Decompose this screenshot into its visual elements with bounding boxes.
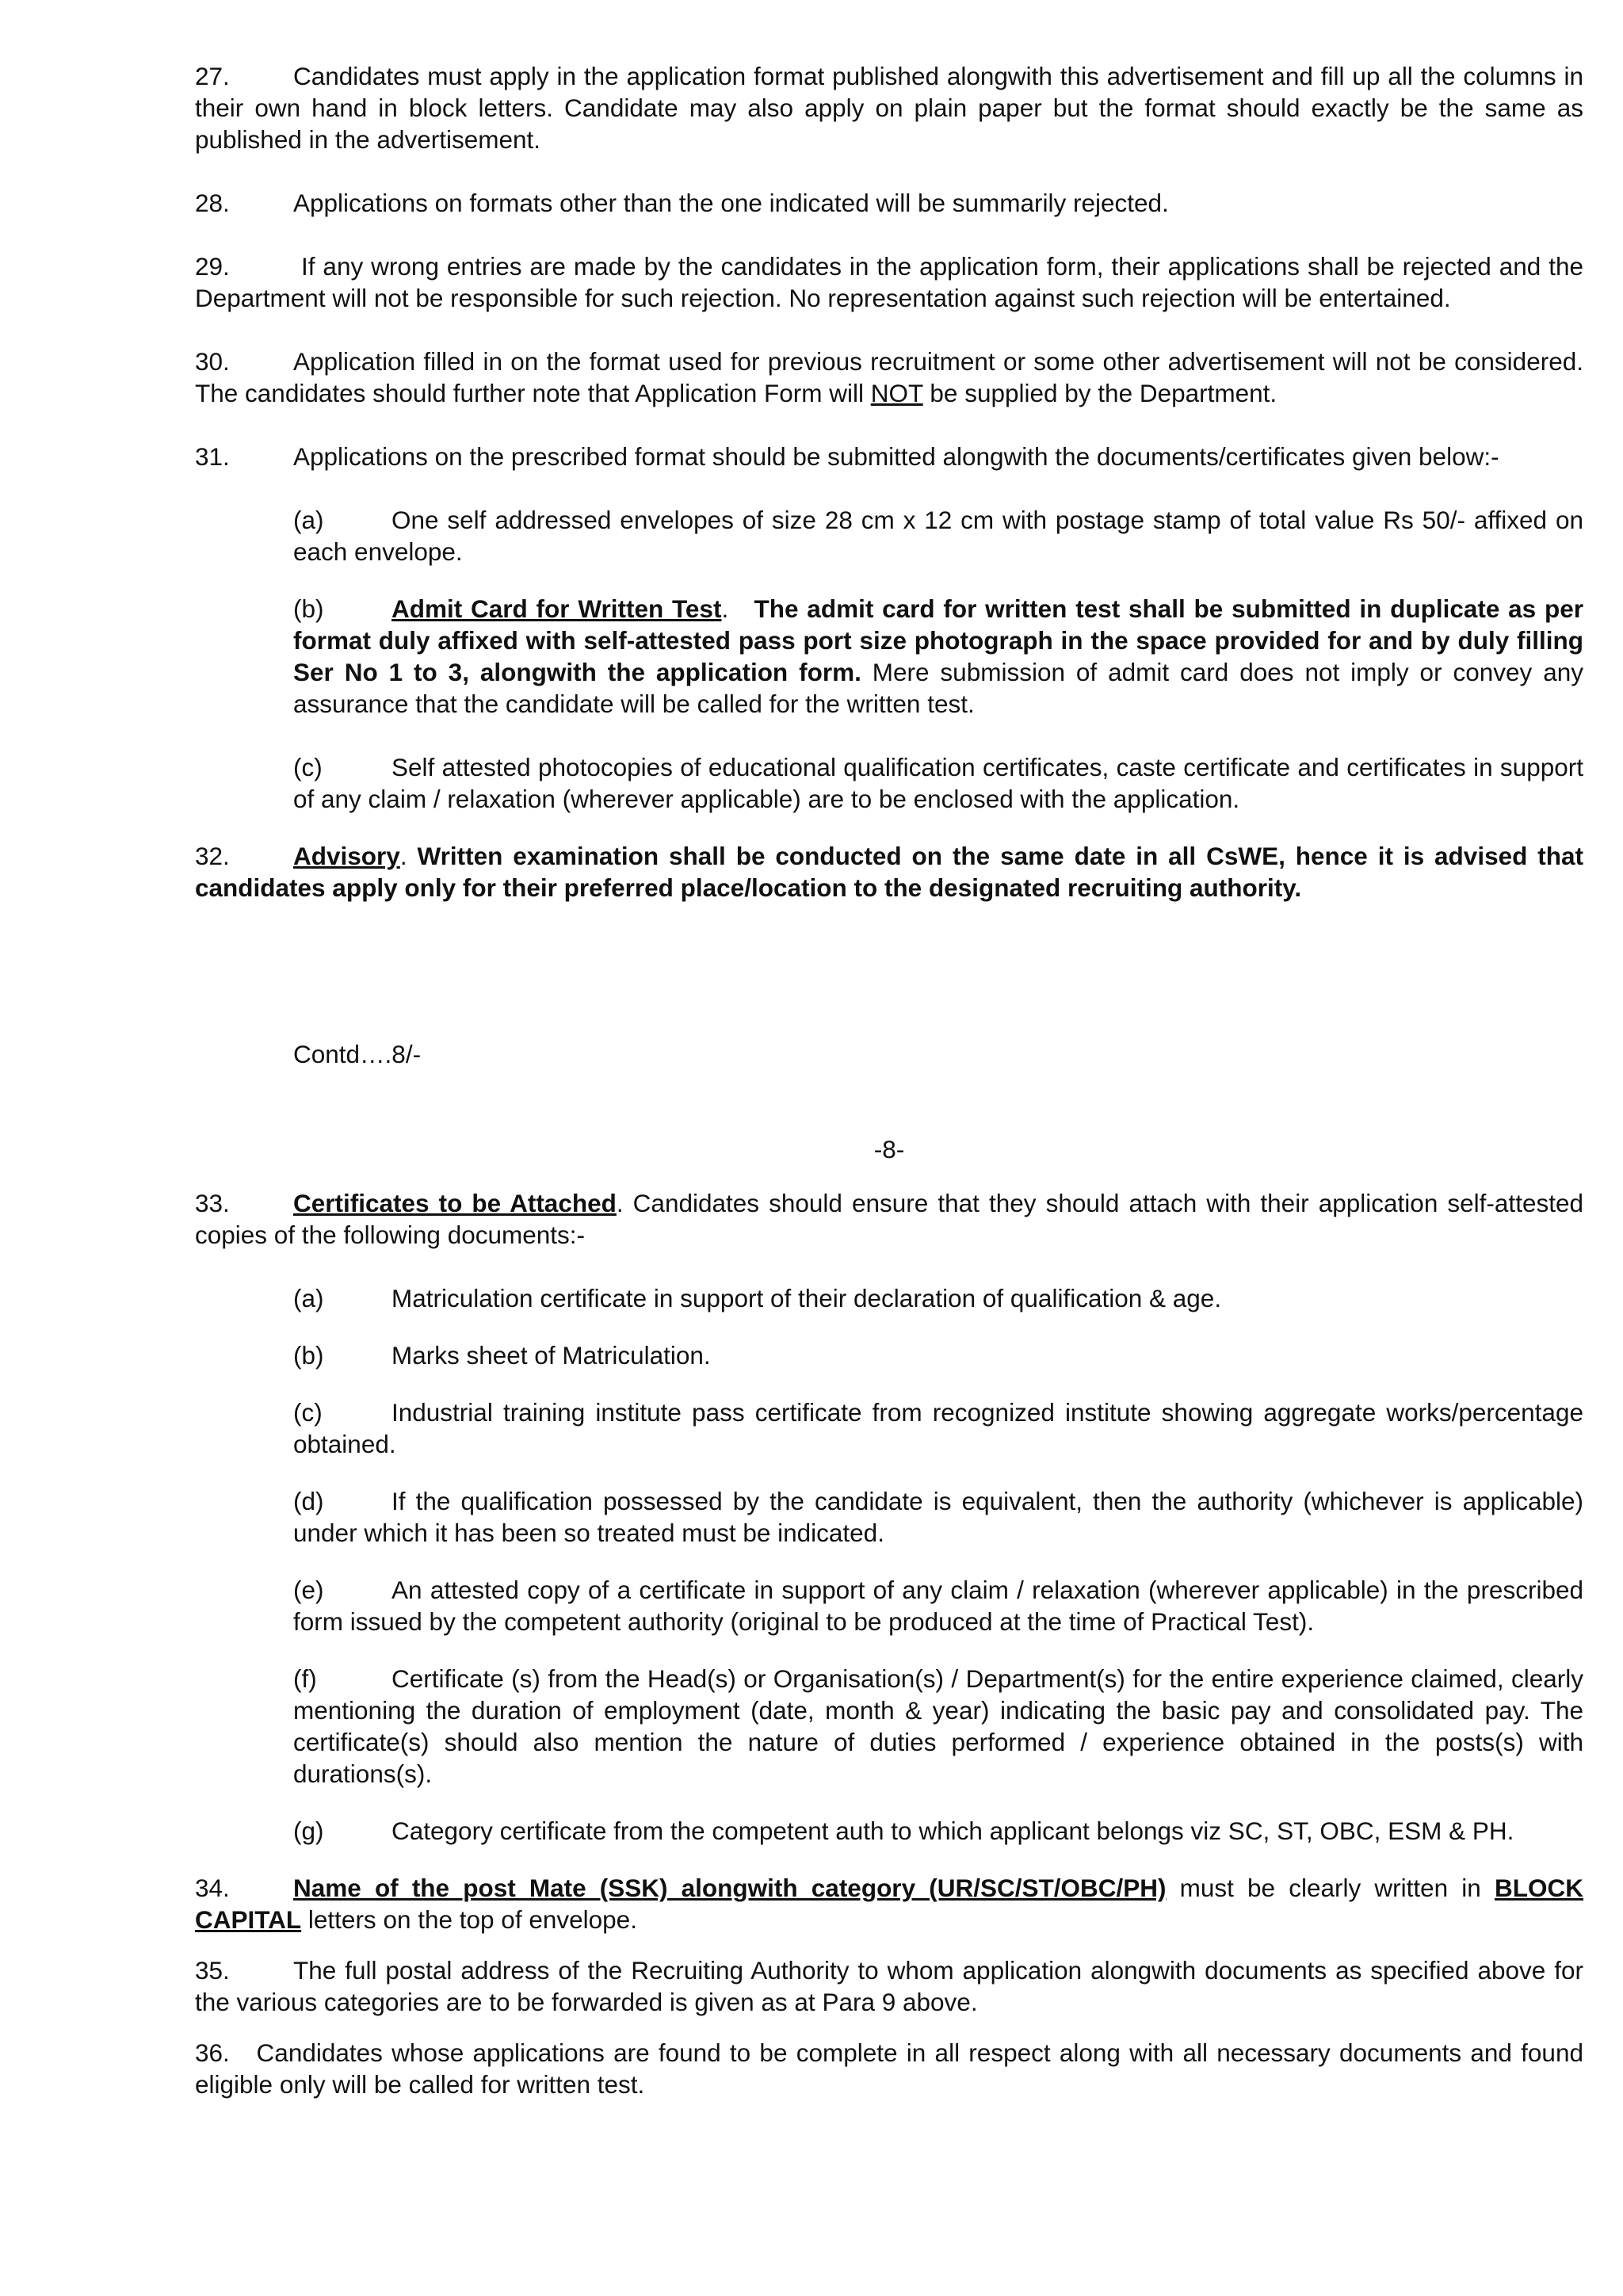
- item-text: Category certificate from the competent auth to which applicant belongs viz SC, ST, OBC, ESM & PH.: [391, 1817, 1514, 1845]
- paragraph-number: 34.: [195, 1874, 230, 1902]
- item-33f: [293, 1663, 1583, 1790]
- paragraph-36: [195, 2037, 1583, 2100]
- paragraph-number: 30.: [195, 347, 230, 376]
- emphasis-not: NOT: [870, 379, 923, 407]
- paragraph-34: [195, 1872, 1583, 1935]
- paragraph-text: Application filled in on the format used for previous recruitment or some other advertisement will not be considered. The candidates should further note that Application Form will: [195, 347, 1583, 407]
- continued-note: Contd….8/-: [293, 1040, 422, 1068]
- paragraph-text: . Candidates should ensure that they should attach with their application self-attested copies of the following documents:-: [195, 1189, 1583, 1249]
- item-text: One self addressed envelopes of size 28 cm x 12 cm with postage stamp of total value Rs 50/- affixed on each envelope.: [293, 506, 1583, 566]
- item-text: Matriculation certificate in support of their declaration of qualification & age.: [391, 1284, 1222, 1312]
- paragraph-number: 36.: [195, 2038, 230, 2067]
- item-title-dot: .: [721, 594, 729, 623]
- item-text: Industrial training institute pass certificate from recognized institute showing aggregate works/percentage obtained.: [293, 1398, 1583, 1458]
- paragraph-title-dot: .: [399, 842, 407, 870]
- item-label: (c): [293, 1398, 323, 1427]
- item-33c: [293, 1396, 1583, 1460]
- paragraph-29: [195, 250, 1583, 314]
- paragraph-title: Certificates to be Attached: [293, 1189, 617, 1217]
- paragraph-text: Applications on the prescribed format should be submitted alongwith the documents/certificates given below:-: [293, 442, 1499, 471]
- paragraph-text: must be clearly written in: [1166, 1874, 1495, 1902]
- item-label: (b): [293, 1341, 324, 1370]
- item-33b: [293, 1339, 1583, 1371]
- item-33e: [293, 1574, 1583, 1637]
- item-text: Certificate (s) from the Head(s) or Organisation(s) / Department(s) for the entire experience claimed, clearly mentioning the duration of employment (date, month & year) indicating the basic pay and consolidated pay. The certificate(s) should also mention the nature of duties performed / experience obtained in the posts(s) with durations(s).: [293, 1664, 1583, 1788]
- paragraph-number: 33.: [195, 1189, 230, 1217]
- item-label: (a): [293, 1284, 324, 1312]
- item-31b: [293, 593, 1583, 720]
- paragraph-text: Candidates whose applications are found to be complete in all respect along with all necessary documents and found eligible only will be called for written test.: [195, 2038, 1583, 2099]
- item-text: Self attested photocopies of educational qualification certificates, caste certificate and certificates in support of any claim / relaxation (wherever applicable) are to be enclosed with the application.: [293, 753, 1583, 813]
- item-text: An attested copy of a certificate in support of any claim / relaxation (wherever applicable) in the prescribed form issued by the competent authority (original to be produced at the time of Practical Test).: [293, 1576, 1583, 1636]
- item-31c: [293, 751, 1583, 815]
- item-label: (g): [293, 1817, 324, 1845]
- item-label: (e): [293, 1576, 324, 1604]
- item-bold-text: The admit card for written test shall be submitted in duplicate as per format duly affixed with self-attested pass port size photograph in the space provided for and by duly filling Ser No 1 to 3, alongwith the application form.: [293, 594, 1583, 686]
- paragraph-number: 28.: [195, 189, 230, 217]
- item-label: (a): [293, 506, 324, 534]
- paragraph-title: Name of the post Mate (SSK) alongwith category (UR/SC/ST/OBC/PH): [293, 1874, 1167, 1902]
- paragraph-35: [195, 1954, 1583, 2018]
- paragraph-33: [195, 1187, 1583, 1251]
- item-label: (b): [293, 594, 324, 623]
- paragraph-text: The full postal address of the Recruiting Authority to whom application alongwith documents as specified above for the various categories are to be forwarded is given as at Para 9 above.: [195, 1956, 1583, 2016]
- item-33g: [293, 1815, 1583, 1847]
- item-label: (c): [293, 753, 323, 781]
- item-33d: [293, 1485, 1583, 1549]
- item-text: Marks sheet of Matriculation.: [391, 1341, 711, 1370]
- item-text: If the qualification possessed by the candidate is equivalent, then the authority (whichever is applicable) under which it has been so treated must be indicated.: [293, 1487, 1583, 1547]
- paragraph-title: Advisory: [293, 842, 400, 870]
- paragraph-27: [195, 60, 1583, 155]
- page-number: -8-: [873, 1135, 905, 1163]
- item-label: (d): [293, 1487, 324, 1515]
- paragraph-number: 32.: [195, 842, 230, 870]
- paragraph-number: 35.: [195, 1956, 230, 1985]
- emphasis-block-capital: BLOCK CAPITAL: [195, 1874, 1583, 1934]
- paragraph-text-end: be supplied by the Department.: [922, 379, 1277, 407]
- document-page: [195, 60, 1583, 2132]
- paragraph-32: [195, 840, 1583, 904]
- paragraph-28: [195, 187, 1583, 219]
- paragraph-number: 31.: [195, 442, 230, 471]
- paragraph-text: If any wrong entries are made by the candidates in the application form, their applications shall be rejected and the Department will not be responsible for such rejection. No representation against such rejection will be entertained.: [195, 252, 1583, 312]
- item-31a: [293, 504, 1583, 567]
- paragraph-number: 29.: [195, 252, 230, 281]
- item-label: (f): [293, 1664, 317, 1693]
- paragraph-text: Candidates must apply in the application format published alongwith this advertisement and fill up all the columns in their own hand in block letters. Candidate may also apply on plain paper but the format should exactly be the same as published in the advertisement.: [195, 62, 1583, 154]
- item-33a: [293, 1282, 1583, 1314]
- paragraph-number: 27.: [195, 62, 230, 90]
- paragraph-bold-text: Written examination shall be conducted on the same date in all CsWE, hence it is advised that candidates apply only for their preferred place/location to the designated recruiting authority.: [195, 842, 1583, 902]
- paragraph-31: [195, 441, 1583, 472]
- paragraph-30: [195, 346, 1583, 409]
- paragraph-text-end: letters on the top of envelope.: [301, 1905, 637, 1934]
- paragraph-text: Applications on formats other than the one indicated will be summarily rejected.: [293, 189, 1169, 217]
- item-text: Mere submission of admit card does not imply or convey any assurance that the candidate will be called for the written test.: [293, 658, 1583, 718]
- item-title: Admit Card for Written Test: [391, 594, 722, 623]
